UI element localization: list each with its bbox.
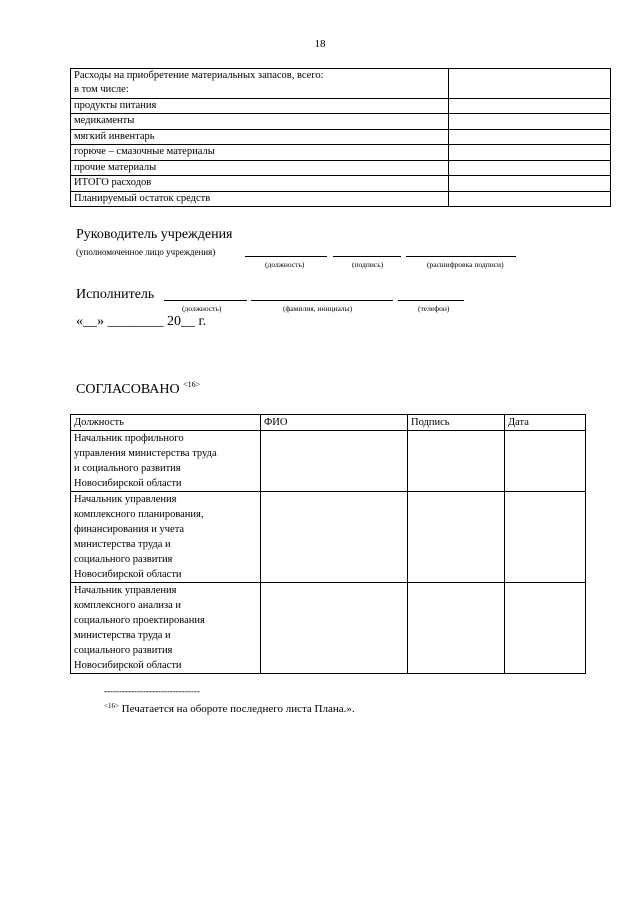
name-cell	[261, 492, 408, 583]
expense-label: в том числе:	[71, 83, 449, 98]
position-line: Начальник профильного	[74, 433, 184, 444]
approval-table	[70, 414, 586, 674]
expense-value	[449, 145, 611, 161]
position-line: Новосибирской области	[74, 660, 182, 671]
head-decoding-caption: (расшифровка подписи)	[427, 260, 504, 269]
expenses-table	[70, 68, 611, 207]
table-row	[71, 176, 611, 192]
table-header-row	[71, 415, 586, 431]
head-authorized-label: (уполномоченное лицо учреждения)	[76, 247, 216, 257]
expense-label: прочие материалы	[71, 160, 449, 176]
position-line: социального развития	[74, 554, 173, 565]
expense-value	[449, 98, 611, 114]
signature-cell	[408, 431, 505, 492]
table-row	[71, 492, 586, 583]
position-line: социального развития	[74, 645, 173, 656]
position-line: министерства труда и	[74, 630, 171, 641]
position-line: финансирования и учета	[74, 524, 185, 535]
head-decoding-line	[406, 256, 516, 257]
expense-label: горюче – смазочные материалы	[71, 145, 449, 161]
head-signature-line	[333, 256, 401, 257]
table-row	[71, 191, 611, 207]
col-header-date: Дата	[505, 415, 586, 431]
col-header-position: Должность	[71, 415, 261, 431]
position-cell	[71, 492, 261, 583]
signature-cell	[408, 583, 505, 674]
col-header-name: ФИО	[261, 415, 408, 431]
position-line: и социального развития	[74, 463, 181, 474]
expense-value	[449, 191, 611, 207]
agreed-heading	[76, 380, 200, 398]
col-header-signature: Подпись	[408, 415, 505, 431]
agreed-title: СОГЛАСОВАНО	[76, 382, 180, 397]
executor-name-caption: (фамилия, инициалы)	[283, 304, 353, 313]
expense-value	[449, 69, 611, 99]
agreed-footnote-ref: <16>	[183, 380, 201, 389]
position-line: Новосибирской области	[74, 569, 182, 580]
expense-label: Планируемый остаток средств	[71, 191, 449, 207]
name-cell	[261, 431, 408, 492]
table-row	[71, 98, 611, 114]
date-cell	[505, 583, 586, 674]
expense-label: ИТОГО расходов	[71, 176, 449, 192]
footnote-separator: --------------------------------	[104, 686, 200, 696]
head-title: Руководитель учреждения	[76, 227, 233, 242]
executor-position-line	[164, 300, 247, 301]
executor-name-line	[251, 300, 393, 301]
executor-phone-line	[398, 300, 464, 301]
table-row	[71, 114, 611, 130]
expense-label: Расходы на приобретение материальных запасов, всего:	[71, 69, 449, 84]
expense-value	[449, 176, 611, 192]
page-number: 18	[314, 38, 326, 50]
table-row	[71, 431, 586, 492]
executor-position-caption: (должность)	[182, 304, 222, 313]
footnote-text: Печатается на обороте последнего листа Плана.».	[118, 703, 355, 715]
date-cell	[505, 492, 586, 583]
position-line: управления министерства труда	[74, 448, 217, 459]
position-line: социального проектирования	[74, 615, 205, 626]
signature-cell	[408, 492, 505, 583]
date-line: «__» ________ 20__ г.	[76, 314, 207, 329]
position-line: министерства труда и	[74, 539, 171, 550]
expense-value	[449, 114, 611, 130]
position-line: комплексного анализа и	[74, 600, 182, 611]
date-cell	[505, 431, 586, 492]
executor-title: Исполнитель	[76, 287, 155, 302]
table-row	[71, 69, 611, 84]
position-line: Начальник управления	[74, 494, 177, 505]
table-row	[71, 160, 611, 176]
expense-value	[449, 129, 611, 145]
position-cell	[71, 431, 261, 492]
head-position-line	[245, 256, 327, 257]
expense-label: медикаменты	[71, 114, 449, 130]
position-cell	[71, 583, 261, 674]
position-line: Начальник управления	[74, 585, 177, 596]
footnote-ref: <16>	[104, 702, 119, 710]
table-row	[71, 145, 611, 161]
expense-label: продукты питания	[71, 98, 449, 114]
expense-label: мягкий инвентарь	[71, 129, 449, 145]
table-row	[71, 583, 586, 674]
position-line: комплексного планирования,	[74, 509, 204, 520]
head-position-caption: (должность)	[265, 260, 305, 269]
name-cell	[261, 583, 408, 674]
expense-value	[449, 160, 611, 176]
position-line: Новосибирской области	[74, 478, 182, 489]
executor-phone-caption: (телефон)	[418, 304, 450, 313]
footnote	[104, 702, 355, 715]
table-row	[71, 129, 611, 145]
head-signature-caption: (подпись)	[352, 260, 384, 269]
